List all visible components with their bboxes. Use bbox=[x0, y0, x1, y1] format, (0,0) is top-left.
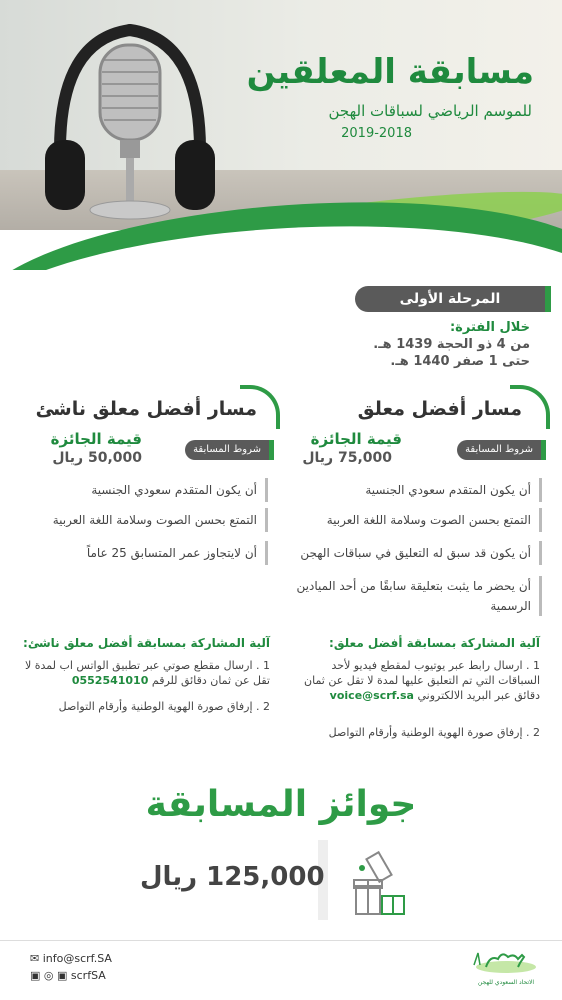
track-junior-mechanism-1: 1 . ارسال مقطع صوتي عبر تطبيق الواتس اب لمدة لا تقل عن ثمان دقائق للرقم 0552541010 bbox=[25, 659, 270, 687]
track-best-prize-label: قيمة الجائزة bbox=[310, 430, 402, 448]
track-junior-mechanism-title: آلية المشاركة بمسابقة أفضل معلق ناشئ: bbox=[23, 636, 270, 650]
prizes-title: جوائز المسابقة bbox=[145, 784, 417, 825]
logo-text: الاتحاد السعودي للهجن bbox=[477, 979, 535, 986]
footer-social[interactable]: ▣ ◎ ▣ scrfSA bbox=[30, 969, 106, 982]
track-best-prize-value: 75,000 ريال bbox=[302, 450, 392, 466]
prizes-total: 125,000 ريال bbox=[140, 862, 325, 892]
footer-divider bbox=[0, 940, 562, 941]
page-title: مسابقة المعلقين bbox=[246, 52, 534, 92]
track-junior-condition: أن لايتجاوز عمر المتسابق 25 عاماً bbox=[18, 541, 268, 565]
track-junior-prize-label: قيمة الجائزة bbox=[50, 430, 142, 448]
track-junior-mechanism-2: 2 . إرفاق صورة الهوية الوطنية وأرقام التواصل bbox=[58, 700, 270, 713]
footer-email[interactable]: ✉ info@scrf.SA bbox=[30, 952, 112, 965]
track-best-mechanism-2: 2 . إرفاق صورة الهوية الوطنية وأرقام التواصل bbox=[328, 726, 540, 739]
track-best-title: مسار أفضل معلق bbox=[357, 398, 522, 420]
page-subtitle: للموسم الرياضي لسباقات الهجن bbox=[328, 102, 532, 120]
social-icons: ▣ ◎ ▣ bbox=[30, 969, 68, 982]
track-best-mechanism-1: 1 . ارسال رابط عبر يوتيوب لمقطع فيديو لأحد السباقات التي تم التعليق عليها لمدة لا تقل عن ثمان دقائق عبر البريد الالكتروني voice@scrf.sa bbox=[304, 659, 540, 702]
track-junior-condition: التمتع بحسن الصوت وسلامة اللغة العربية bbox=[18, 508, 268, 532]
track-best-condition: التمتع بحسن الصوت وسلامة اللغة العربية bbox=[274, 508, 542, 532]
track-junior-condition: أن يكون المتقدم سعودي الجنسية bbox=[18, 478, 268, 502]
season-label: 2019-2018 bbox=[341, 126, 412, 141]
period-label: خلال الفترة: bbox=[449, 320, 530, 335]
track-junior-title: مسار أفضل معلق ناشئ bbox=[35, 398, 257, 420]
email-icon: ✉ bbox=[30, 952, 40, 965]
track-best-condition: أن يحضر ما يثبت بتعليقة سابقًا من أحد الميادين الرسمية bbox=[274, 576, 542, 616]
track-best-condition: أن يكون المتقدم سعودي الجنسية bbox=[274, 478, 542, 502]
hero-banner bbox=[0, 0, 562, 270]
track-junior-prize-value: 50,000 ريال bbox=[52, 450, 142, 466]
track-best-condition: أن يكون قد سبق له التعليق في سباقات الهجن bbox=[274, 541, 542, 565]
period-to: حتى 1 صفر 1440 هـ. bbox=[390, 354, 530, 369]
track-best-mechanism-title: آلية المشاركة بمسابقة أفضل معلق: bbox=[329, 636, 540, 650]
track-junior-conditions-badge: شروط المسابقة bbox=[185, 440, 274, 460]
phase-badge: المرحلة الأولى bbox=[355, 286, 551, 312]
camel-logo-icon bbox=[470, 945, 542, 975]
federation-logo bbox=[470, 945, 542, 989]
contact-email-link[interactable]: voice@scrf.sa bbox=[329, 689, 414, 702]
contact-phone-link[interactable]: 0552541010 bbox=[71, 674, 149, 687]
track-best-conditions-badge: شروط المسابقة bbox=[457, 440, 546, 460]
microphone-headphones-icon bbox=[30, 0, 230, 230]
gift-icon bbox=[350, 850, 410, 920]
period-from: من 4 ذو الحجة 1439 هـ. bbox=[373, 337, 530, 352]
